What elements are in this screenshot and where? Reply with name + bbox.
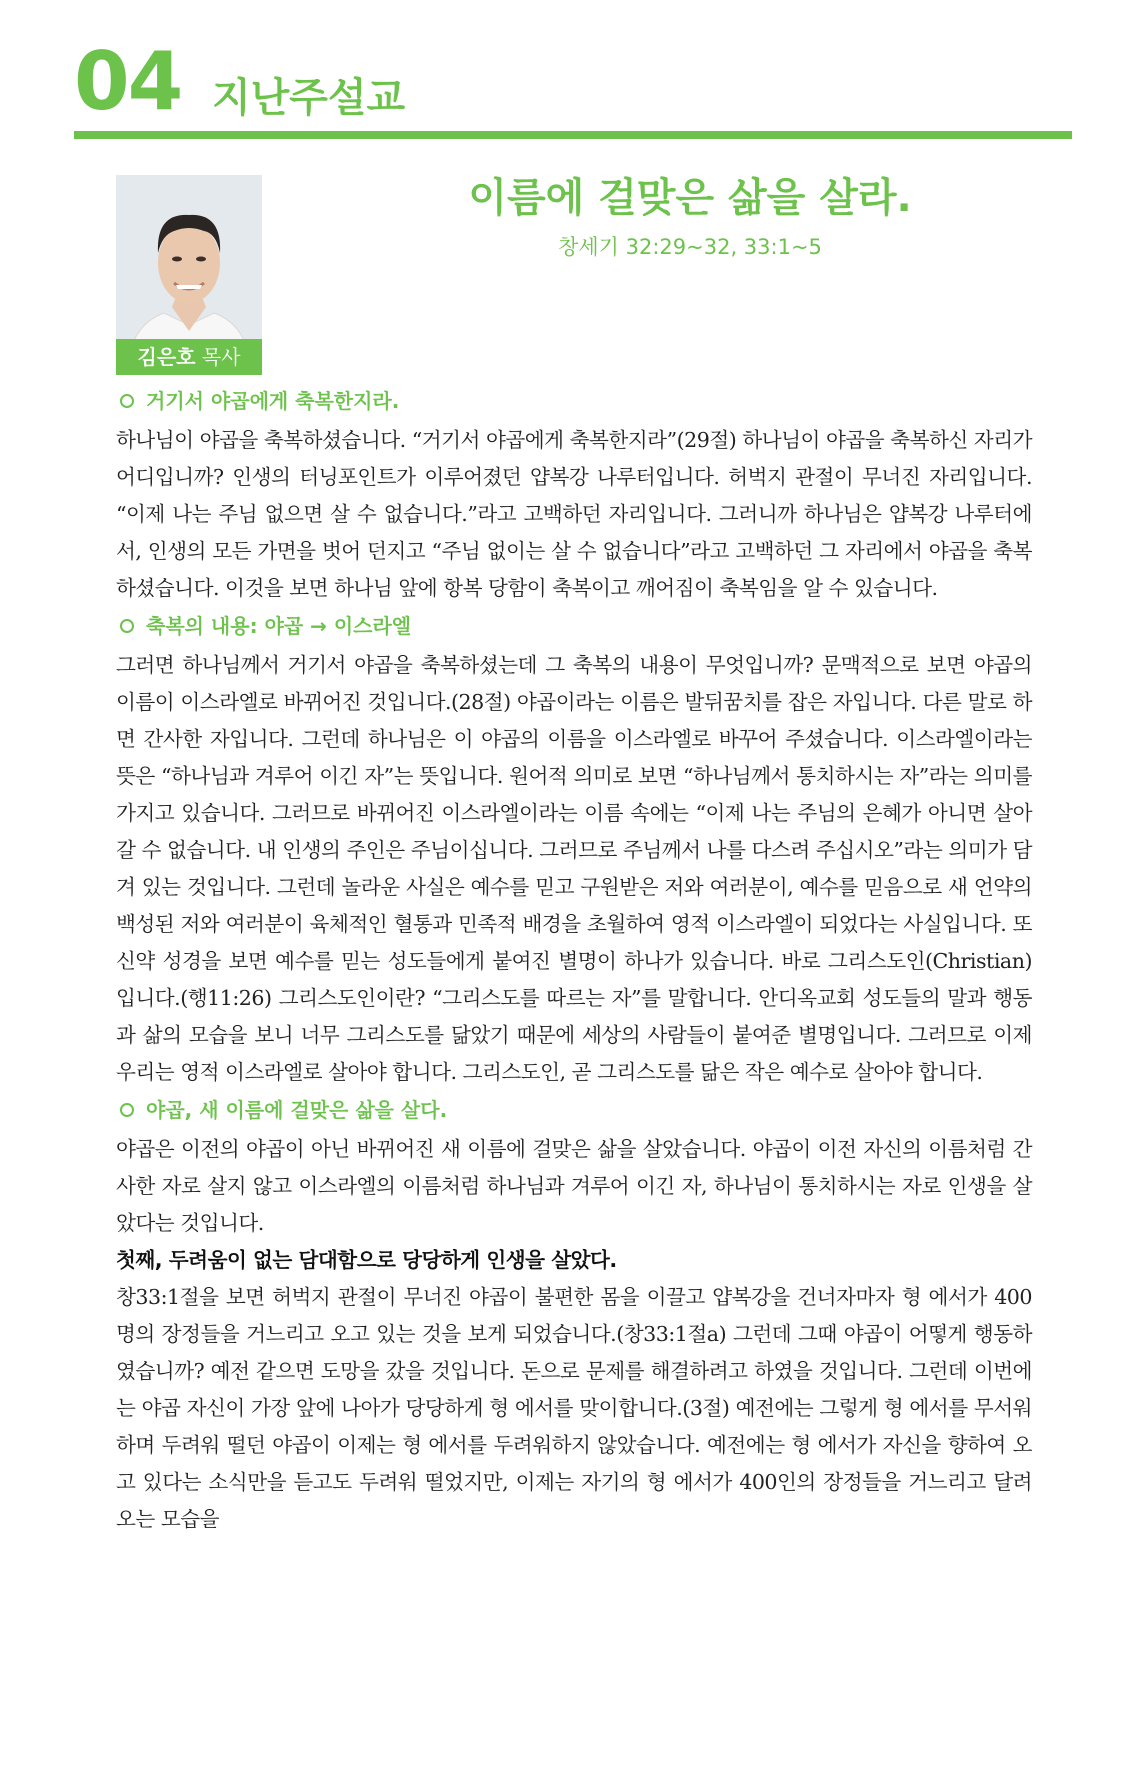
preacher-title: 목사 xyxy=(201,345,241,369)
header-divider xyxy=(74,131,1072,139)
section-heading-text: 야곱, 새 이름에 걸맞은 삶을 살다. xyxy=(146,1098,448,1122)
section-heading xyxy=(116,1097,1032,1123)
section-paragraph: 야곱은 이전의 야곱이 아닌 바뀌어진 새 이름에 걸맞은 삶을 살았습니다. 야곱이 이전 자신의 이름처럼 간사한 자로 살지 않고 이스라엘의 이름처럼 하나님과 겨루어 이긴 자, 하나님이 통치하시는 자로 인생을 살았다는 것입니다. xyxy=(116,1137,1032,1235)
circle-bullet-icon xyxy=(120,1103,134,1117)
bold-point: 첫째, 두려움이 없는 담대함으로 당당하게 인생을 살았다. xyxy=(116,1248,617,1272)
scripture-reference: 창세기 32:29~32, 33:1~5 xyxy=(558,235,822,259)
section-heading-text: 거기서 야곱에게 축복한지라. xyxy=(146,389,400,413)
sermon-title: 이름에 걸맞은 삶을 살라. xyxy=(468,175,912,221)
circle-bullet-icon xyxy=(120,394,134,408)
section-number: 04 xyxy=(74,35,182,128)
circle-bullet-icon xyxy=(120,619,134,633)
section-title: 지난주설교 xyxy=(212,75,406,121)
section-paragraph: 창33:1절을 보면 허벅지 관절이 무너진 야곱이 불편한 몸을 이끌고 얍복강을 건너자마자 형 에서가 400명의 장정들을 거느리고 오고 있는 것을 보게 되었습니다.(창33:1절a) 그런데 그때 야곱이 어떻게 행동하였습니까? 예전 같으면 도망을 갔을 것입니다. 돈으로 문제를 해결하려고 하였을 것입니다. 그런데 이번에는 야곱 자신이 가장 앞에 나아가 당당하게 형 에서를 맞이합니다.(3절) 예전에는 그렇게 형 에서를 무서워하며 두려워 떨던 야곱이 이제는 형 에서를 두려워하지 않았습니다. 예전에는 형 에서가 자신을 향하여 오고 있다는 소식만을 듣고도 두려워 떨었지만, 이제는 자기의 형 에서가 400인의 장정들을 거느리고 달려오는 모습을 xyxy=(116,1285,1032,1531)
preacher-name-tag xyxy=(116,339,262,375)
section-heading-text: 축복의 내용: 야곱 → 이스라엘 xyxy=(146,614,412,638)
section-header xyxy=(74,34,1072,142)
section-paragraph: 그러면 하나님께서 거기서 야곱을 축복하셨는데 그 축복의 내용이 무엇입니까? 문맥적으로 보면 야곱의 이름이 이스라엘로 바뀌어진 것입니다.(28절) 야곱이라는 이름은 발뒤꿈치를 잡은 자입니다. 다른 말로 하면 간사한 자입니다. 그런데 하나님은 이 야곱의 이름을 이스라엘로 바꾸어 주셨습니다. 이스라엘이라는 뜻은 “하나님과 겨루어 이긴 자”는 뜻입니다. 원어적 의미로 보면 “하나님께서 통치하시는 자”라는 의미를 가지고 있습니다. 그러므로 바뀌어진 이스라엘이라는 이름 속에는 “이제 나는 주님의 은혜가 아니면 살아갈 수 없습니다. 내 인생의 주인은 주님이십니다. 그러므로 주님께서 나를 다스려 주십시오”라는 의미가 담겨 있는 것입니다. 그런데 놀라운 사실은 예수를 믿고 구원받은 저와 여러분이, 예수를 믿음으로 새 언약의 백성된 저와 여러분이 육체적인 혈통과 민족적 배경을 초월하여 영적 이스라엘이 되었다는 사실입니다. 또 신약 성경을 보면 예수를 믿는 성도들에게 붙여진 별명이 하나가 있습니다. 바로 그리스도인(Christian)입니다.(행11:26) 그리스도인이란? “그리스도를 따르는 자”를 말합니다. 안디옥교회 성도들의 말과 행동과 삶의 모습을 보니 너무 그리스도를 닮았기 때문에 세상의 사람들이 붙여준 별명입니다. 그러므로 이제 우리는 영적 이스라엘로 살아야 합니다. 그리스도인, 곧 그리스도를 닮은 작은 예수로 살아야 합니다. xyxy=(116,653,1032,1084)
section-heading xyxy=(116,613,1032,639)
sermon-body xyxy=(116,388,1032,1538)
preacher-name: 김은호 xyxy=(137,345,196,369)
section-heading xyxy=(116,388,1032,414)
section-paragraph: 하나님이 야곱을 축복하셨습니다. “거기서 야곱에게 축복한지라”(29절) 하나님이 야곱을 축복하신 자리가 어디입니까? 인생의 터닝포인트가 이루어졌던 얍복강 나루터입니다. 허벅지 관절이 무너진 자리입니다. “이제 나는 주님 없으면 살 수 없습니다.”라고 고백하던 자리입니다. 그러니까 하나님은 얍복강 나루터에서, 인생의 모든 가면을 벗어 던지고 “주님 없이는 살 수 없습니다”라고 고백하던 그 자리에서 야곱을 축복하셨습니다. 이것을 보면 하나님 앞에 항복 당함이 축복이고 깨어짐이 축복임을 알 수 있습니다. xyxy=(116,428,1032,600)
